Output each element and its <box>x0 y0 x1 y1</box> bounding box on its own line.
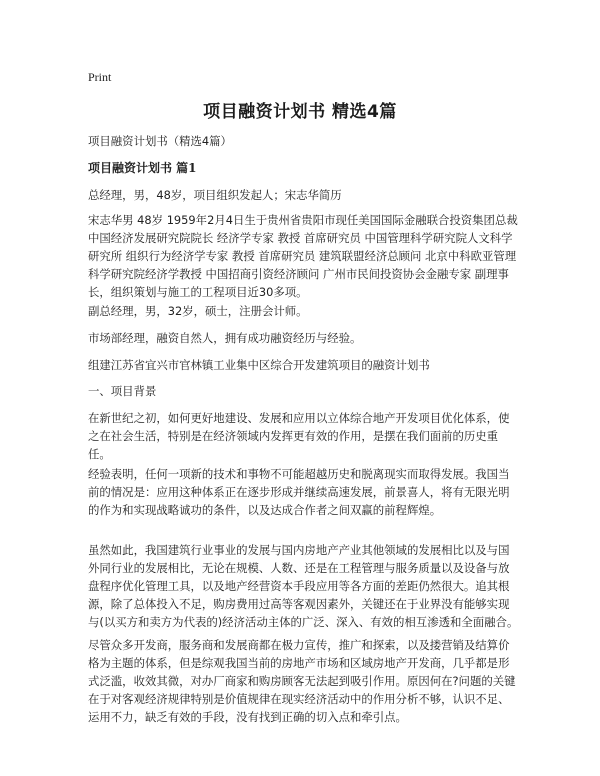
paragraph-3: 副总经理，男，32岁，硕士，注册会计师。 <box>88 304 308 318</box>
paragraph-9: 虽然如此，我国建筑行业事业的发展与国内房地产产业其他领域的发展相比以及与国外同行业的发展相比，无论在规模、人数、还是在工程管理与服务质量以及设备与放盘程序优化管理工具，以及地产经营资本手段应用等各方面的差距仍然很大。追其根源，除了总体投入不足，购房费用过高等客观因素外，关键还在于业界没有能够实现与(以买方和卖方为代表的)经济活动主体的广泛、深入、有效的相互渗透和全面融合。 <box>88 543 519 629</box>
paragraph-7: 在新世纪之初，如何更好地建设、发展和应用以立体综合地产开发项目优化体系，使之在社会生活，特别是在经济领域内发挥更有效的作用，是摆在我们面前的历史重任。 <box>88 411 510 461</box>
paragraph-6: 一、项目背景 <box>88 384 157 398</box>
paragraph-2: 宋志华男 48岁 1959年2月4日生于贵州省贵阳市现任美国国际金融联合投资集团总裁 中国经济发展研究院院长 经济学专家 教授 首席研究员 中国管理科学研究院人文科学研究所 组织行为经济学专家 教授 首席研究员 建筑联盟经济总顾问 北京中科欧亚管理科学研究院经济学教授 中国招商引资经济顾问 广州市民间投资协会金融专家 副理事长，组织策划与施工的工程项目近30多项。 <box>88 213 518 299</box>
print-link[interactable]: Print <box>88 70 112 84</box>
paragraph-5: 组建江苏省宜兴市官林镇工业集中区综合开发建筑项目的融资计划书 <box>88 358 430 372</box>
paragraph-10: 尽管众多开发商，服务商和发展商都在极力宣传，推广和探索，以及搂营销及结算价格为主题的体系，但是综观我国当前的房地产市场和区域房地产开发商，几乎都是形式泛滥，收效其微，对办厂商家和购房顾客无法起到吸引作用。原因何在?问题的关键在于对客观经济规律特别是价值规律在现实经济活动中的作用分析不够，认识不足、运用不力，缺乏有效的手段，没有找到正确的切入点和牵引点。 <box>88 638 516 724</box>
paragraph-1: 总经理，男，48岁，项目组织发起人；宋志华简历 <box>88 188 342 202</box>
document-title: 项目融资计划书 精选4篇 <box>203 102 397 122</box>
paragraph-4: 市场部经理，融资自然人，拥有成功融资经历与经验。 <box>88 331 362 345</box>
paragraph-8: 经验表明，任何一项新的技术和事物不可能超越历史和脱离现实而取得发展。我国当前的情况是：应用这种体系正在逐步形成并继续高速发展，前景喜人，将有无限光明的作为和实现战略诚功的条件，以及达成合作者之间双赢的前程辉煌。 <box>88 467 510 517</box>
document-subtitle: 项目融资计划书（精选4篇） <box>88 134 232 148</box>
section-title: 项目融资计划书 篇1 <box>88 161 197 175</box>
